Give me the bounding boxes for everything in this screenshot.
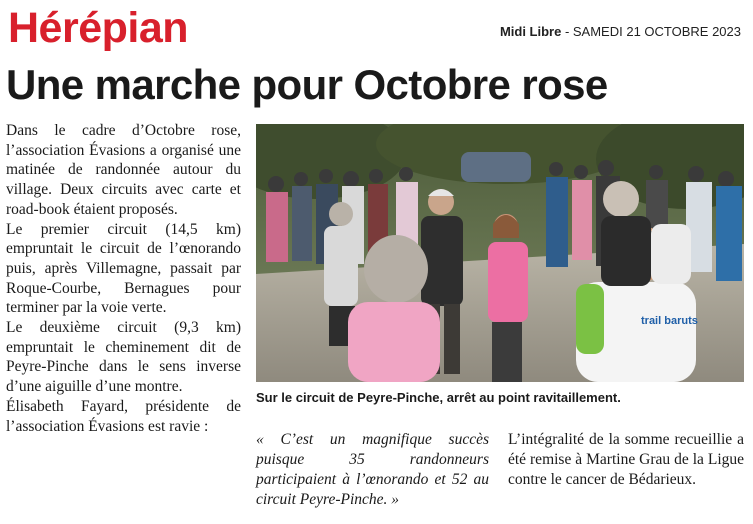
publication-date: - SAMEDI 21 OCTOBRE 2023 <box>561 24 741 39</box>
article-headline: Une marche pour Octobre rose <box>6 61 608 108</box>
article-body-left <box>6 121 241 436</box>
dateline <box>500 24 741 39</box>
body-paragraph: Le premier circuit (14,5 km) empruntait le circuit de l’œnorando puis, après Villemagne, passait par Roque-Courbe, Bernagues pour terminer par la voie verte. <box>6 220 241 317</box>
photo-caption: Sur le circuit de Peyre-Pinche, arrêt au point ravitaillement. <box>256 390 621 405</box>
closing-paragraph: L’intégralité de la somme recueillie a été remise à Martine Grau de la Ligue contre le cancer de Bédarieux. <box>508 431 744 488</box>
publication-name: Midi Libre <box>499 24 562 39</box>
pull-quote: « C’est un magnifique succès puisque 35 randonneurs participaient à l’œnorando et 52 au circuit Peyre-Pinche. » <box>256 431 489 508</box>
photo-hikers-illustration <box>256 124 744 382</box>
body-paragraph: Élisabeth Fayard, présidente de l’association Évasions est ravie : <box>6 397 241 435</box>
body-paragraph: Dans le cadre d’Octobre rose, l’association Évasions a organisé une matinée de randonnée autour du village. Deux circuits avec carte et road-book étaient proposés. <box>6 122 241 218</box>
article-photo <box>256 124 744 382</box>
tshirt-print: trail baruts <box>641 315 698 327</box>
section-kicker: Hérépian <box>8 4 189 52</box>
body-paragraph: Le deuxième circuit (9,3 km) empruntait le cheminement dit de Peyre-Pinche dans le sens inverse d’une aiguille d’une montre. <box>6 319 241 396</box>
